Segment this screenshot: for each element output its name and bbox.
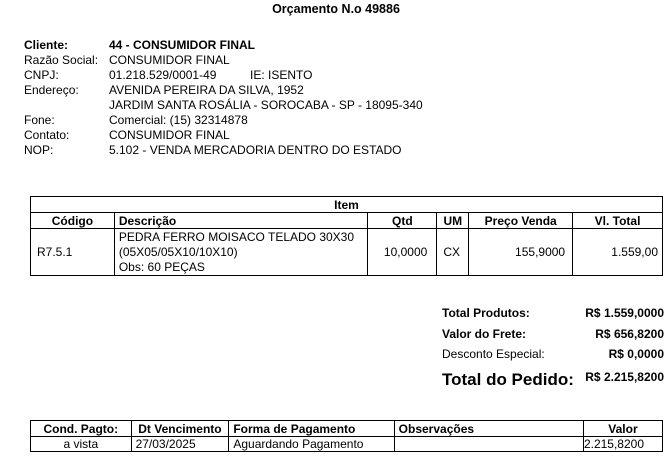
- items-header-row: [31, 213, 663, 229]
- total-produtos-label: Total Produtos:: [442, 306, 530, 320]
- item-desc-line2: (05X05/05X10/10X10): [118, 244, 238, 259]
- pay-forma: Aguardando Pagamento: [229, 437, 394, 452]
- total-pedido-value: R$ 2.215,8200: [585, 370, 664, 384]
- item-total: 1.559,00: [573, 229, 663, 276]
- ie-value: IE: ISENTO: [250, 68, 313, 82]
- col-header-dt-vencimento: Dt Vencimento: [131, 421, 229, 437]
- contato-label: Contato:: [24, 128, 70, 142]
- cnpj-label: CNPJ:: [24, 68, 59, 82]
- items-group-header-row: [31, 197, 663, 213]
- item-qtd: 10,0000: [368, 229, 437, 276]
- cnpj-value: 01.218.529/0001-49: [109, 68, 217, 82]
- col-header-observacoes: Observações: [394, 421, 583, 437]
- total-produtos-value: R$ 1.559,0000: [585, 306, 664, 320]
- document-title: Orçamento N.o 49886: [272, 2, 400, 16]
- valor-frete-value: R$ 656,8200: [595, 327, 664, 341]
- razao-social-label: Razão Social:: [24, 53, 99, 67]
- payment-header-row: [31, 421, 663, 437]
- nop-label: NOP:: [24, 143, 54, 157]
- col-header-preco: Preço Venda: [469, 213, 573, 229]
- cliente-value: 44 - CONSUMIDOR FINAL: [109, 38, 256, 52]
- razao-social-value: CONSUMIDOR FINAL: [109, 53, 230, 67]
- desconto-value: R$ 0,0000: [608, 347, 664, 361]
- item-preco: 155,9000: [469, 229, 573, 276]
- items-group-header: Item: [31, 197, 663, 213]
- col-header-cond-pagto: Cond. Pagto:: [31, 421, 132, 437]
- fone-label: Fone:: [24, 113, 55, 127]
- item-desc-obs: Obs: 60 PEÇAS: [118, 259, 205, 274]
- valor-frete-label: Valor do Frete:: [442, 327, 527, 341]
- table-row: [31, 437, 663, 452]
- col-header-valor: Valor: [583, 421, 662, 437]
- item-descricao: [114, 229, 368, 276]
- endereco-line2: JARDIM SANTA ROSÁLIA - SOROCABA - SP - 18095-340: [109, 98, 423, 112]
- nop-value: 5.102 - VENDA MERCADORIA DENTRO DO ESTADO: [109, 143, 402, 157]
- desconto-label: Desconto Especial:: [442, 347, 545, 361]
- pay-valor: 2.215,8200: [583, 437, 662, 452]
- contato-value: CONSUMIDOR FINAL: [109, 128, 230, 142]
- pay-observacoes: [394, 437, 583, 452]
- item-um: CX: [437, 229, 469, 276]
- col-header-descricao: Descrição: [114, 213, 368, 229]
- total-pedido-label: Total do Pedido:: [442, 370, 574, 389]
- fone-value: Comercial: (15) 32314878: [109, 113, 248, 127]
- payment-table: [30, 420, 663, 452]
- pay-vencimento: 27/03/2025: [131, 437, 229, 452]
- cliente-label: Cliente:: [24, 38, 69, 52]
- item-desc-line1: PEDRA FERRO MOISACO TELADO 30X30: [118, 229, 355, 244]
- col-header-codigo: Código: [31, 213, 115, 229]
- item-codigo: R7.5.1: [31, 229, 115, 276]
- col-header-total: Vl. Total: [573, 213, 663, 229]
- items-table: [30, 196, 663, 276]
- col-header-um: UM: [437, 213, 469, 229]
- pay-cond: a vista: [31, 437, 132, 452]
- endereco-line1: AVENIDA PEREIRA DA SILVA, 1952: [109, 83, 304, 97]
- col-header-forma-pagamento: Forma de Pagamento: [229, 421, 394, 437]
- table-row: [31, 229, 663, 276]
- col-header-qtd: Qtd: [368, 213, 437, 229]
- endereco-label: Endereço:: [24, 83, 79, 97]
